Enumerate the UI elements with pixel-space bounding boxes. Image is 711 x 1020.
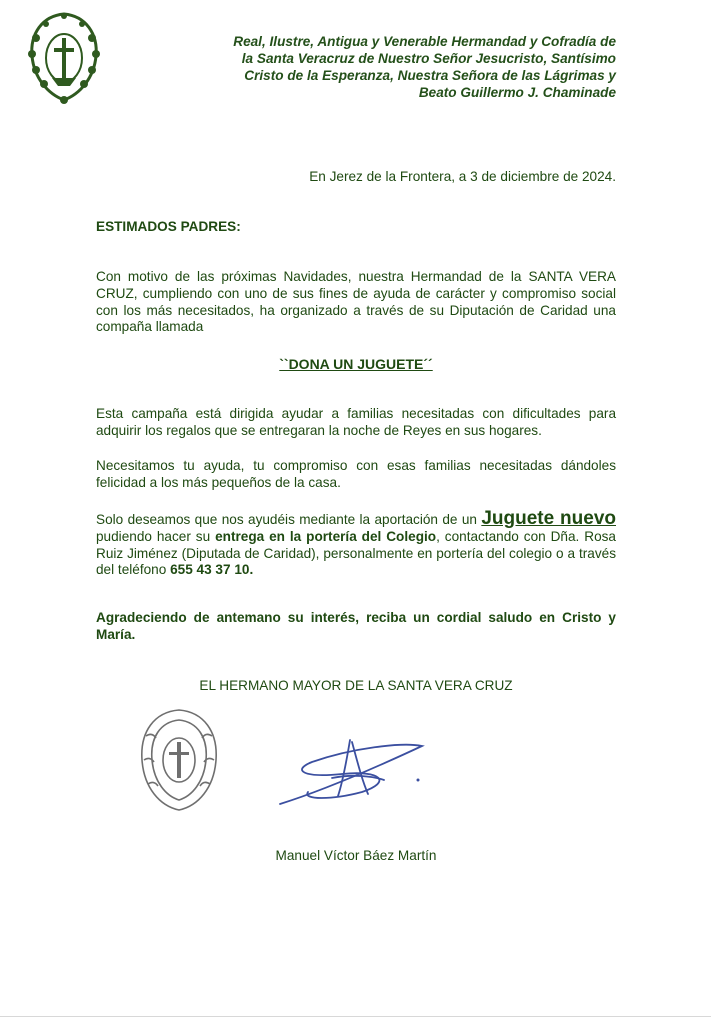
paragraph-intro: Con motivo de las próximas Navidades, nuestra Hermandad de la SANTA VERA CRUZ, cumpliendo con uno de sus fines de ayuda de carácter y compromiso social con los más necesitados, ha organizado a través de su Diputación de Caridad una compaña llamada [96,269,616,335]
campaign-title: ``DONA UN JUGUETE´´ [279,356,433,372]
delivery-location: entrega en la portería del Colegio [215,528,437,544]
instructions-text-2: pudiendo hacer su [96,528,216,544]
paragraph-instructions [96,508,616,579]
brotherhood-crest-icon [22,8,106,106]
brotherhood-seal-icon [134,706,224,814]
phone-number: 655 43 37 10. [170,562,254,578]
instructions-text-1: Solo deseamos que nos ayudéis mediante la aportación de un [96,512,482,527]
paragraph-request: Necesitamos tu ayuda, tu compromiso con esas familias necesitadas dándoles felicidad a los más pequeños de la casa. [96,458,616,490]
signer-name: Manuel Víctor Báez Martín [275,848,437,863]
letter-date: En Jerez de la Frontera, a 3 de diciembre de 2024. [309,169,616,184]
page-edge-divider [0,1016,711,1017]
signer-title: EL HERMANO MAYOR DE LA SANTA VERA CRUZ [199,678,513,693]
paragraph-purpose: Esta campaña está dirigida ayudar a familias necesitadas con dificultades para adquirir los regalos que se entregaran la noche de Reyes en sus hogares. [96,406,616,438]
paragraph-closing: Agradeciendo de antemano su interés, reciba un cordial saludo en Cristo y María. [96,610,616,642]
instructions-text-3: , contactando con Dña. Rosa Ruiz Jiménez (Diputada de Caridad), personalmente en portería del colegio o a través del teléfono [96,528,616,578]
letter-salutation: ESTIMADOS PADRES: [96,219,241,234]
handwritten-signature-icon [272,734,442,814]
new-toy-highlight: Juguete nuevo [481,508,616,529]
header-title: Real, Ilustre, Antigua y Venerable Hermandad y Cofradía de la Santa Veracruz de Nuestro Señor Jesucristo, Santísimo Cristo de la Esperanza, Nuestra Señora de las Lágrimas y Beato Guillermo J. Chaminade [233,34,616,100]
